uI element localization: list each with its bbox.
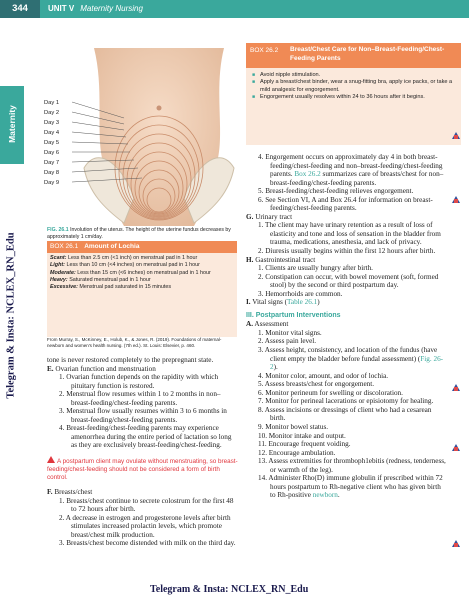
outline-item: 3. Breasts/chest become distended with milk on the third day. [59, 539, 236, 548]
page-number: 344 [0, 0, 40, 18]
day-label: Day 7 [44, 160, 60, 166]
outline-item: 1. The client may have urinary retention as a result of loss of elasticity and tone and loss of sensation in the bladder from trauma, medications, anesthesia, and lack of privacy. [258, 221, 441, 247]
running-head [48, 0, 143, 18]
box-amount-of-lochia [47, 241, 237, 337]
watermark-bottom: Telegram & Insta: NCLEX_RN_Edu [150, 584, 309, 595]
outline-item: 7. Monitor for perineal lacerations or episiotomy for healing. [258, 397, 434, 406]
day-label: Day 2 [44, 110, 60, 116]
outline-heading: I. Vital signs (Table 26.1) [246, 298, 320, 307]
figure-caption-label: FIG. 26.1 [47, 227, 69, 233]
day-labels [44, 98, 59, 188]
outline-item: 9. Monitor bowel status. [258, 422, 329, 431]
outline-item: 2. Menstrual flow resumes within 1 to 2 months in non–breast-feeding/chest-feeding parents. [59, 390, 221, 407]
outline-item: 1. Ovarian function depends on the rapidity with which pituitary function is restored. [59, 373, 219, 390]
day-label: Day 8 [44, 170, 60, 176]
side-tab-label: Maternity [7, 105, 17, 143]
box-number: BOX 26.2 [250, 47, 279, 54]
figure-caption-text: Involution of the uterus. The height of the uterine fundus decreases by approximately 1 cm/day. [47, 227, 231, 240]
priority-icon [452, 132, 460, 139]
priority-icon [452, 540, 460, 547]
box-number: BOX 26.1 [50, 243, 79, 250]
lochia-item: Heavy: Saturated menstrual pad in 1 hour [50, 276, 151, 283]
outline-heading: G. Urinary tract [246, 212, 293, 221]
outline-item: 2. Diuresis usually begins within the first 12 hours after birth. [258, 247, 436, 256]
box-header [47, 241, 237, 253]
watermark-vertical: Telegram & Insta: NCLEX_RN_Edu [5, 232, 17, 399]
left-column [47, 356, 239, 548]
day-label: Day 3 [44, 120, 60, 126]
outline-heading: H. Gastrointestinal tract [246, 255, 316, 264]
bullet-item: ■ Engorgement usually resolves within 24 to 36 hours after it begins. [260, 94, 457, 101]
box-title: Breast/Chest Care for Non–Breast-Feeding/Chest-Feeding Parents [290, 46, 445, 62]
outline-item: 2. A decrease in estrogen and progesterone levels after birth stimulates increased prolactin levels, which promote breast/chest milk production. [59, 513, 231, 539]
lochia-item: Light: Less than 10 cm (<4 inches) on menstrual pad in 1 hour [50, 262, 200, 269]
outline-item: 2. Assess pain level. [258, 337, 317, 346]
outline-item: 3. Menstrual flow usually resumes within 3 to 6 months in breast-feeding/chest-feeding parents. [59, 407, 227, 424]
outline-item: 14. Administer Rho(D) immune globulin if prescribed within 72 hours postpartum to Rh-negative client who has given birth to Rh-positive newborn. [258, 474, 443, 500]
outline-item: 4. Engorgement occurs on approximately day 4 in both breast-feeding/chest-feeding and non–breast-feeding/chest-feeding parents. Box 26.2 summarizes care of breasts/chest for non–breast-feeding/chest-feeding parents. [258, 153, 444, 187]
outline-item: 6. Monitor perineum for swelling or discoloration. [258, 388, 403, 397]
outline-item: 4. Monitor color, amount, and odor of lochia. [258, 371, 389, 380]
lochia-item: Moderate: Less than 15 cm (<6 inches) on menstrual pad in 1 hour [50, 269, 211, 276]
outline-item: 11. Encourage frequent voiding. [258, 440, 351, 449]
day-label: Day 4 [44, 130, 60, 136]
uterus-involution-figure [44, 48, 240, 226]
box-bullet-list [246, 72, 461, 102]
box-header [246, 43, 461, 68]
box-body [47, 253, 237, 293]
unit-label: UNIT V [48, 4, 75, 13]
bullet-item: ■ Apply a breast/chest binder, wear a snug-fitting bra, apply ice packs, or take a mild analgesic for engorgement. [260, 79, 457, 94]
warning-icon [47, 456, 55, 463]
table-reference-link[interactable]: Table 26.1 [287, 298, 318, 307]
outline-item: 10. Monitor intake and output. [258, 431, 346, 440]
priority-icon [452, 384, 460, 391]
abdomen-illustration [54, 48, 240, 226]
outline-item: 3. Hemorrhoids are common. [258, 289, 343, 298]
outline-item: 12. Encourage ambulation. [258, 448, 336, 457]
outline-item: 2. Constipation can occur, with bowel movement (soft, formed stool) by the second or third postpartum day. [258, 272, 439, 290]
outline-heading: A. Assessment [246, 320, 289, 329]
bullet-item: ■ Avoid nipple stimulation. [260, 72, 457, 79]
outline-item: 1. Breasts/chest continue to secrete colostrum for the first 48 to 72 hours after birth. [59, 496, 234, 514]
section-heading: III. Postpartum Interventions [246, 311, 341, 319]
day-label: Day 1 [44, 100, 60, 106]
paragraph-continuation: tone is never restored completely to the prepregnant state. [47, 356, 214, 364]
outline-item: 3. Assess height, consistency, and location of the fundus (have client empty the bladder before fundal assessment) (Fig. 26-2). [258, 346, 444, 372]
outline-item: 5. Assess breasts/chest for engorgement. [258, 380, 375, 389]
box-source-citation: From Murray, S., McKinney, E., Holub, K., & Jones, R. (2019). Foundations of maternal-newborn and women's health nursing. (7th ed.). St. Louis: Elsevier, p. 460. [47, 337, 222, 348]
day-label: Day 6 [44, 150, 60, 156]
outline-item: 6. See Section VI, A and Box 26.4 for information on breast-feeding/chest-feeding parents. [258, 195, 433, 213]
day-label: Day 5 [44, 140, 60, 146]
lochia-item: Excessive: Menstrual pad saturated in 15 minutes [50, 284, 172, 291]
warning-note: A postpartum client may ovulate without menstruating, so breast-feeding/chest-feeding should not be considered a form of birth control. [47, 458, 238, 482]
figure-caption [47, 227, 237, 241]
outline-item: 5. Breast-feeding/chest-feeding relieves engorgement. [258, 187, 414, 196]
priority-icon [452, 444, 460, 451]
outline-heading: E. Ovarian function and menstruation [47, 364, 156, 373]
outline-item: 13. Assess extremities for thromboph1ebitis (redness, tenderness, or warmth of the leg). [258, 457, 446, 474]
right-column [246, 153, 446, 500]
lochia-item: Scant: Less than 2.5 cm (<1 inch) on menstrual pad in 1 hour [50, 255, 198, 261]
navel [157, 106, 162, 111]
box-title: Amount of Lochia [84, 243, 140, 250]
day-label: Day 9 [44, 180, 60, 186]
outline-item: 8. Assess incisions or dressings of client who had a cesarean birth. [258, 405, 432, 423]
outline-item: 1. Clients are usually hungry after birth. [258, 264, 373, 273]
outline-item: 4. Breast-feeding/chest-feeding parents may experience amenorrhea during the entire period of lactation so long as they are exclusively breast-feeding/chest-feeding. [59, 424, 232, 450]
box-breast-care [246, 43, 461, 145]
outline-item: 1. Monitor vital signs. [258, 328, 322, 337]
outline-heading: F. Breasts/chest [47, 488, 93, 497]
book-title: Maternity Nursing [80, 4, 143, 13]
priority-icon [452, 196, 460, 203]
chapter-side-tab [0, 86, 24, 164]
